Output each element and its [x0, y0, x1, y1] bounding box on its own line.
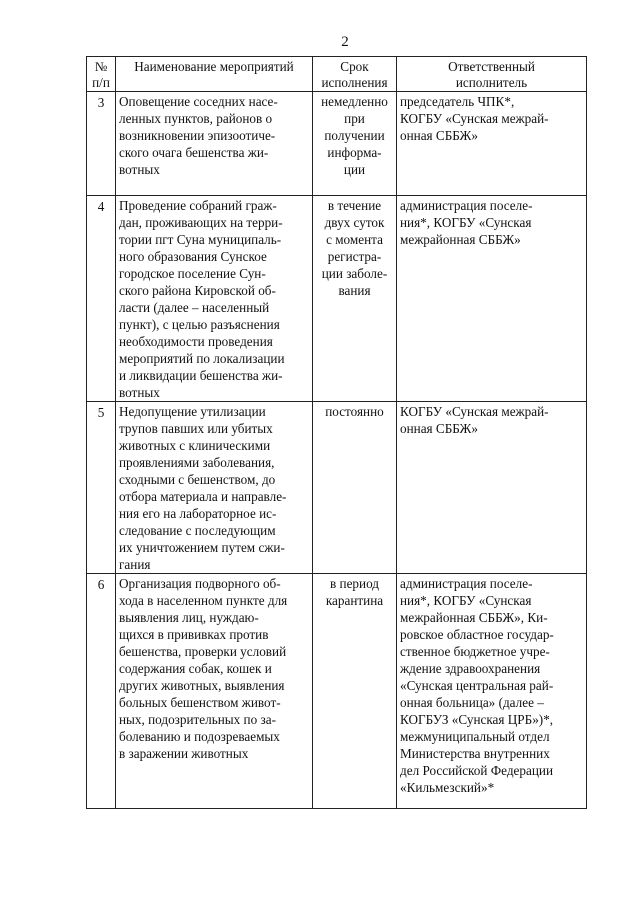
measure-name-cell — [116, 196, 313, 402]
text-line: бешенства, проверки условий — [119, 644, 287, 659]
header-measure-name: Наименование мероприятий — [116, 57, 313, 92]
term-cell — [313, 574, 397, 809]
text-line: Оповещение соседних насе- — [119, 94, 278, 109]
text-line: при — [344, 111, 365, 126]
text-line: ции заболе- — [321, 266, 388, 281]
text-line: КОГБУ «Сунская межрай- — [400, 111, 549, 126]
text-line: ственное бюджетное учре- — [400, 644, 550, 659]
text-line: двух суток — [324, 215, 385, 230]
text-line: в период — [329, 576, 379, 591]
text-line: ленных пунктов, районов о — [119, 111, 273, 126]
text-line: дан, проживающих на терри- — [119, 215, 283, 230]
text-line: онная больница» (далее – — [400, 695, 544, 710]
text-line: тории пгт Суна муниципаль- — [119, 232, 282, 247]
header-number: № п/п — [87, 57, 116, 92]
text-line: регистра- — [327, 249, 382, 264]
text-line: проявлениями заболевания, — [119, 455, 275, 470]
text-line: вотных — [119, 162, 160, 177]
header-term: Срок исполнения — [313, 57, 397, 92]
text-line: ровское областное государ- — [400, 627, 554, 642]
text-line: с момента — [326, 232, 383, 247]
text-line: дел Российской Федерации — [400, 763, 554, 778]
text-line: животных с клиническими — [119, 438, 271, 453]
text-line: и ликвидации бешенства жи- — [119, 368, 283, 383]
text-line: гания — [119, 557, 151, 572]
text-line: межрайонная СББЖ», Ки- — [400, 610, 548, 625]
text-line: трупов павших или убитых — [119, 421, 273, 436]
text-line: ждение здравоохранения — [400, 661, 541, 676]
responsible-cell — [397, 196, 587, 402]
text-line: администрация поселе- — [400, 576, 533, 591]
table-row — [87, 196, 587, 402]
term-cell — [313, 196, 397, 402]
term-cell — [313, 92, 397, 196]
text-line: «Сунская центральная рай- — [400, 678, 554, 693]
text-line: администрация поселе- — [400, 198, 533, 213]
text-line: хода в населенном пункте для — [119, 593, 288, 608]
text-line: щихся в прививках против — [119, 627, 269, 642]
text-line: болеванию и подозреваемых — [119, 729, 280, 744]
row-number: 4 — [87, 196, 116, 402]
text-line: межрайонная СББЖ» — [400, 232, 521, 247]
text-line: мероприятий по локализации — [119, 351, 285, 366]
text-line: ния*, КОГБУ «Сунская — [400, 215, 532, 230]
text-line: пункт), с целью разъяснения — [119, 317, 280, 332]
header-responsible: Ответственный исполнитель — [397, 57, 587, 92]
text-line: карантина — [325, 593, 384, 608]
text-line: выявления лиц, нуждаю- — [119, 610, 259, 625]
text-line: Министерства внутренних — [400, 746, 550, 761]
responsible-cell — [397, 92, 587, 196]
text-line: ского района Кировской об- — [119, 283, 276, 298]
text-line: следование с последующим — [119, 523, 276, 538]
table-row — [87, 574, 587, 809]
responsible-cell — [397, 402, 587, 574]
text-line: в заражении животных — [119, 746, 249, 761]
table-header-row — [87, 57, 587, 92]
text-line: онная СББЖ» — [400, 421, 478, 436]
text-line: КОГБУ «Сунская межрай- — [400, 404, 549, 419]
text-line: онная СББЖ» — [400, 128, 478, 143]
measures-table — [86, 56, 587, 809]
measure-name-cell — [116, 402, 313, 574]
text-line: вотных — [119, 385, 160, 400]
text-line: сходными с бешенством, до — [119, 472, 276, 487]
text-line: возникновении эпизоотиче- — [119, 128, 276, 143]
text-line: информа- — [327, 145, 382, 160]
text-line: ции — [343, 162, 366, 177]
responsible-cell — [397, 574, 587, 809]
text-line: КОГБУЗ «Сунская ЦРБ»)*, — [400, 712, 554, 727]
term-cell — [313, 402, 397, 574]
text-line: в течение — [327, 198, 382, 213]
text-line: ния его на лабораторное ис- — [119, 506, 277, 521]
text-line: других животных, выявления — [119, 678, 285, 693]
text-line: межмуниципальный отдел — [400, 729, 550, 744]
text-line: получении — [324, 128, 385, 143]
text-line: городское поселение Сун- — [119, 266, 266, 281]
page-number: 2 — [341, 34, 349, 50]
text-line: ных, подозрительных по за- — [119, 712, 276, 727]
text-line: «Кильмезский»* — [400, 780, 495, 795]
text-line: Недопущение утилизации — [119, 404, 266, 419]
text-line: немедленно — [321, 94, 388, 109]
text-line: ного образования Сунское — [119, 249, 267, 264]
text-line: вания — [338, 283, 371, 298]
text-line: их уничтожением путем сжи- — [119, 540, 285, 555]
text-line: постоянно — [325, 404, 384, 419]
row-number: 3 — [87, 92, 116, 196]
text-line: ского очага бешенства жи- — [119, 145, 269, 160]
text-line: ласти (далее – населенный — [119, 300, 270, 315]
measure-name-cell — [116, 574, 313, 809]
table-row — [87, 92, 587, 196]
text-line: Проведение собраний граж- — [119, 198, 277, 213]
text-line: ния*, КОГБУ «Сунская — [400, 593, 532, 608]
text-line: Организация подворного об- — [119, 576, 281, 591]
row-number: 6 — [87, 574, 116, 809]
text-line: необходимости проведения — [119, 334, 273, 349]
text-line: содержания собак, кошек и — [119, 661, 272, 676]
row-number: 5 — [87, 402, 116, 574]
text-line: больных бешенством живот- — [119, 695, 281, 710]
text-line: отбора материала и направле- — [119, 489, 287, 504]
text-line: председатель ЧПК*, — [400, 94, 515, 109]
table-row — [87, 402, 587, 574]
measure-name-cell — [116, 92, 313, 196]
